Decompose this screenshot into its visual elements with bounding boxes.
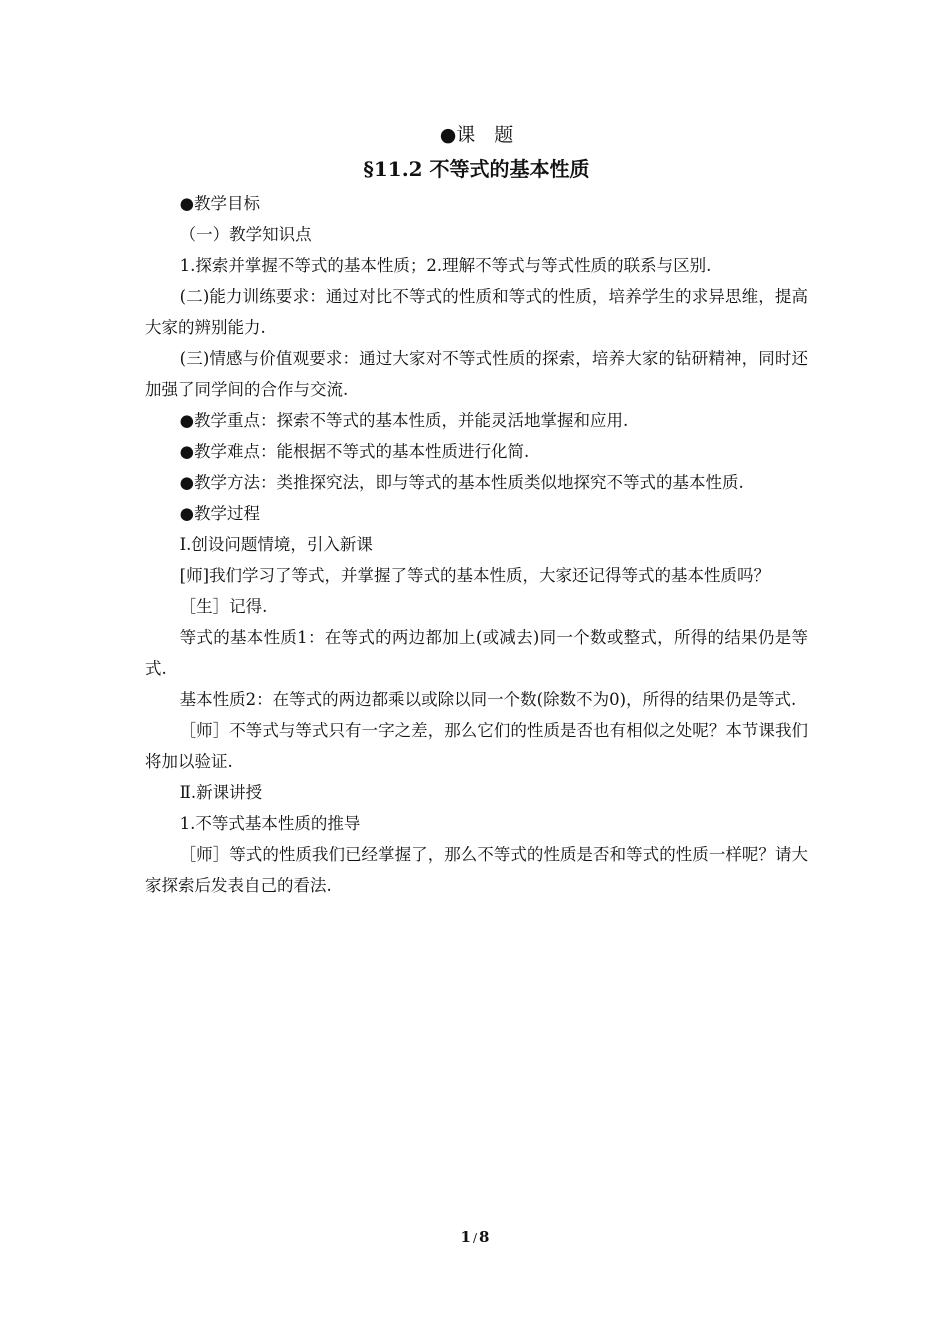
paragraph-student-answer: ［生］记得. [179,597,268,616]
paragraph-teaching-goals: ●教学目标 [179,194,261,213]
paragraph-property-two: 基本性质2：在等式的两边都乘以或除以同一个数(除数不为0)，所得的结果仍是等式. [179,690,797,709]
total-pages: 8 [479,1228,490,1246]
paragraph-knowledge-points: （一）教学知识点 [179,225,312,244]
paragraph-ability-requirements: (二)能力训练要求：通过对比不等式的性质和等式的性质，培养学生的求异思维，提高大家的辨别能力. [145,287,808,337]
paragraph-values-requirements: (三)情感与价值观要求：通过大家对不等式性质的探索，培养大家的钻研精神，同时还加强了同学间的合作与交流. [145,349,808,399]
document-body [145,118,808,901]
paragraph-section-one: Ⅰ.创设问题情境，引入新课 [179,535,373,554]
paragraph-section-two: Ⅱ.新课讲授 [179,783,263,802]
lesson-title: §11.2 不等式的基本性质 [363,157,590,181]
paragraph-teacher-question: [师]我们学习了等式，并掌握了等式的基本性质，大家还记得等式的基本性质吗？ [179,566,771,585]
paragraph-teacher-comparison: ［师］不等式与等式只有一字之差，那么它们的性质是否也有相似之处呢？本节课我们将加以验证. [145,721,808,771]
page-separator: / [472,1231,478,1245]
paragraph-derivation: 1.不等式基本性质的推导 [179,814,361,833]
section-heading: ●课 题 [439,124,514,146]
paragraph-property-one: 等式的基本性质1：在等式的两边都加上(或减去)同一个数或整式，所得的结果仍是等式. [145,628,808,678]
paragraph-key-points: ●教学重点：探索不等式的基本性质，并能灵活地掌握和应用. [179,411,629,430]
page-number [0,1228,950,1246]
paragraph-goal-items: 1.探索并掌握不等式的基本性质；2.理解不等式与等式性质的联系与区别. [179,256,712,275]
paragraph-difficulties: ●教学难点：能根据不等式的基本性质进行化简. [179,442,530,461]
paragraph-process: ●教学过程 [179,504,261,523]
paragraph-teacher-prompt: ［师］等式的性质我们已经掌握了，那么不等式的性质是否和等式的性质一样呢？请大家探索后发表自己的看法. [145,845,808,895]
current-page: 1 [460,1228,471,1246]
paragraph-methods: ●教学方法：类推探究法，即与等式的基本性质类似地探究不等式的基本性质. [179,473,744,492]
